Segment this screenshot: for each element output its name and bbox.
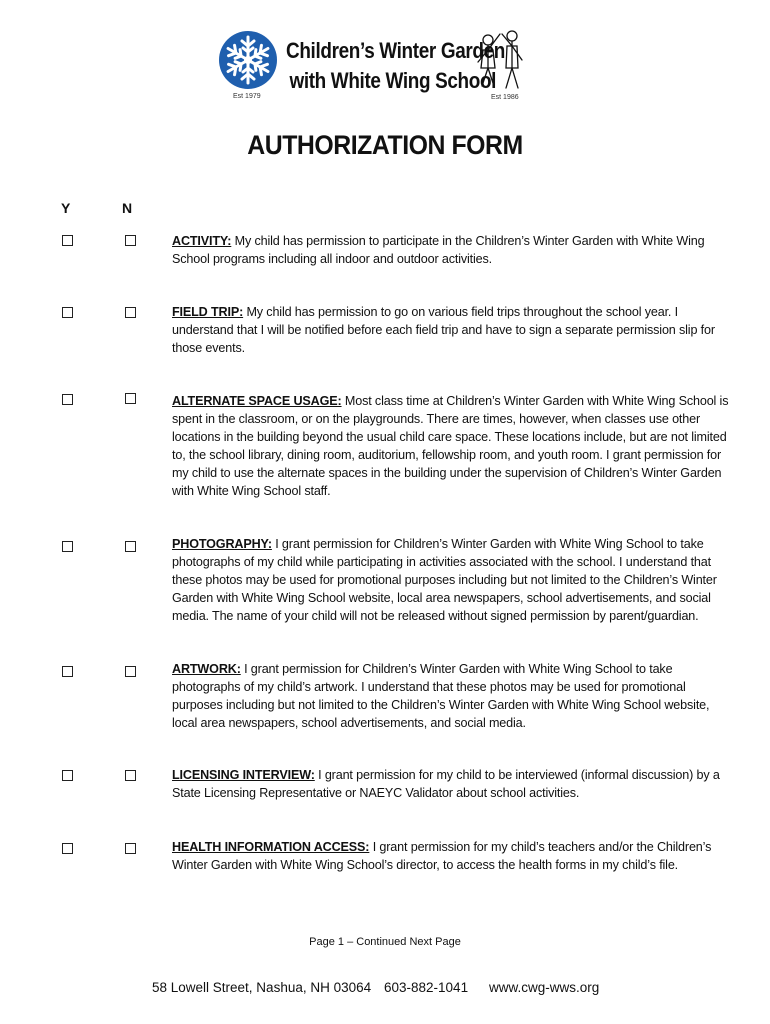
- item-heading: ALTERNATE SPACE USAGE:: [172, 394, 342, 408]
- column-header-no: N: [122, 200, 133, 216]
- column-header-yes: Y: [61, 200, 71, 216]
- item-text: [172, 232, 732, 268]
- checkbox-no-health-information[interactable]: [125, 843, 136, 854]
- checkbox-no-field-trip[interactable]: [125, 307, 136, 318]
- item-heading: HEALTH INFORMATION ACCESS:: [172, 840, 370, 854]
- item-body: My child has permission to participate in the Children’s Winter Garden with White Wing School programs including all indoor and outdoor activities.: [172, 234, 705, 266]
- item-body: I grant permission for my child to be interviewed (informal discussion) by a State Licensing Representative or NAEYC Validator about school activities.: [172, 768, 720, 800]
- item-heading: PHOTOGRAPHY:: [172, 537, 272, 551]
- item-body: Most class time at Children’s Winter Garden with White Wing School is spent in the classroom, or on the playgrounds. There are times, however, when classes use other locations in the building beyond the usual child care space. These locations include, but are not limited to, the school library, dining room, auditorium, fellowship room, and youth room. I grant permission for my child to use the alternate spaces in the building under the supervision of Children’s Winter Garden with White Wing School staff.: [172, 394, 729, 498]
- item-text: [172, 303, 732, 357]
- footer-website: www.cwg-wws.org: [489, 980, 600, 995]
- checkbox-no-photography[interactable]: [125, 541, 136, 552]
- item-heading: LICENSING INTERVIEW:: [172, 768, 315, 782]
- logo-est-right: Est 1986: [491, 94, 519, 101]
- item-heading: ARTWORK:: [172, 662, 241, 676]
- item-body: I grant permission for Children’s Winter Garden with White Wing School to take photographs of my child’s artwork. I understand that these photos may be used for promotional purposes including but not limited to the Children’s Winter Garden with White Wing School website, local area newspapers, school advertisements, and social media.: [172, 662, 710, 730]
- page-continuation-note: Page 1 – Continued Next Page: [309, 936, 461, 948]
- logo-title: [286, 36, 505, 96]
- checkbox-no-alternate-space[interactable]: [125, 393, 136, 404]
- logo-est-left: Est 1979: [233, 93, 261, 100]
- item-text: [172, 838, 732, 874]
- snowflake-logo-icon: [218, 30, 278, 90]
- checkbox-yes-artwork[interactable]: [62, 666, 73, 677]
- item-text: [172, 392, 732, 500]
- checkbox-yes-activity[interactable]: [62, 235, 73, 246]
- item-text: [172, 535, 732, 625]
- item-body: I grant permission for Children’s Winter Garden with White Wing School to take photographs of my child while participating in activities associated with the school. I understand that these photos may be used for promotional purposes including but not limited to the Children’s Winter Garden with White Wing School website, local area newspapers, school advertisements, and social media. The name of your child will not be released without signed permission by parent/guardian.: [172, 537, 717, 623]
- item-text: [172, 766, 732, 802]
- footer-phone: 603-882-1041: [384, 980, 469, 995]
- checkbox-yes-field-trip[interactable]: [62, 307, 73, 318]
- item-text: [172, 660, 732, 732]
- logo-line-1: Children’s Winter Garden: [286, 38, 506, 63]
- logo-line-2: with White Wing School: [289, 68, 497, 93]
- checkbox-no-activity[interactable]: [125, 235, 136, 246]
- checkbox-yes-licensing-interview[interactable]: [62, 770, 73, 781]
- checkbox-yes-health-information[interactable]: [62, 843, 73, 854]
- checkbox-yes-alternate-space[interactable]: [62, 394, 73, 405]
- children-figures-logo-icon: [474, 28, 530, 92]
- checkbox-no-licensing-interview[interactable]: [125, 770, 136, 781]
- checkbox-yes-photography[interactable]: [62, 541, 73, 552]
- checkbox-no-artwork[interactable]: [125, 666, 136, 677]
- form-title: AUTHORIZATION FORM: [247, 130, 523, 160]
- footer-address: 58 Lowell Street, Nashua, NH 03064: [152, 980, 372, 995]
- item-body: I grant permission for my child’s teachers and/or the Children’s Winter Garden with White Wing School’s director, to access the health forms in my child’s file.: [172, 840, 712, 872]
- item-heading: ACTIVITY:: [172, 234, 232, 248]
- item-heading: FIELD TRIP:: [172, 305, 244, 319]
- item-body: My child has permission to go on various field trips throughout the school year. I understand that I will be notified before each field trip and have to sign a separate permission slip for those events.: [172, 305, 715, 355]
